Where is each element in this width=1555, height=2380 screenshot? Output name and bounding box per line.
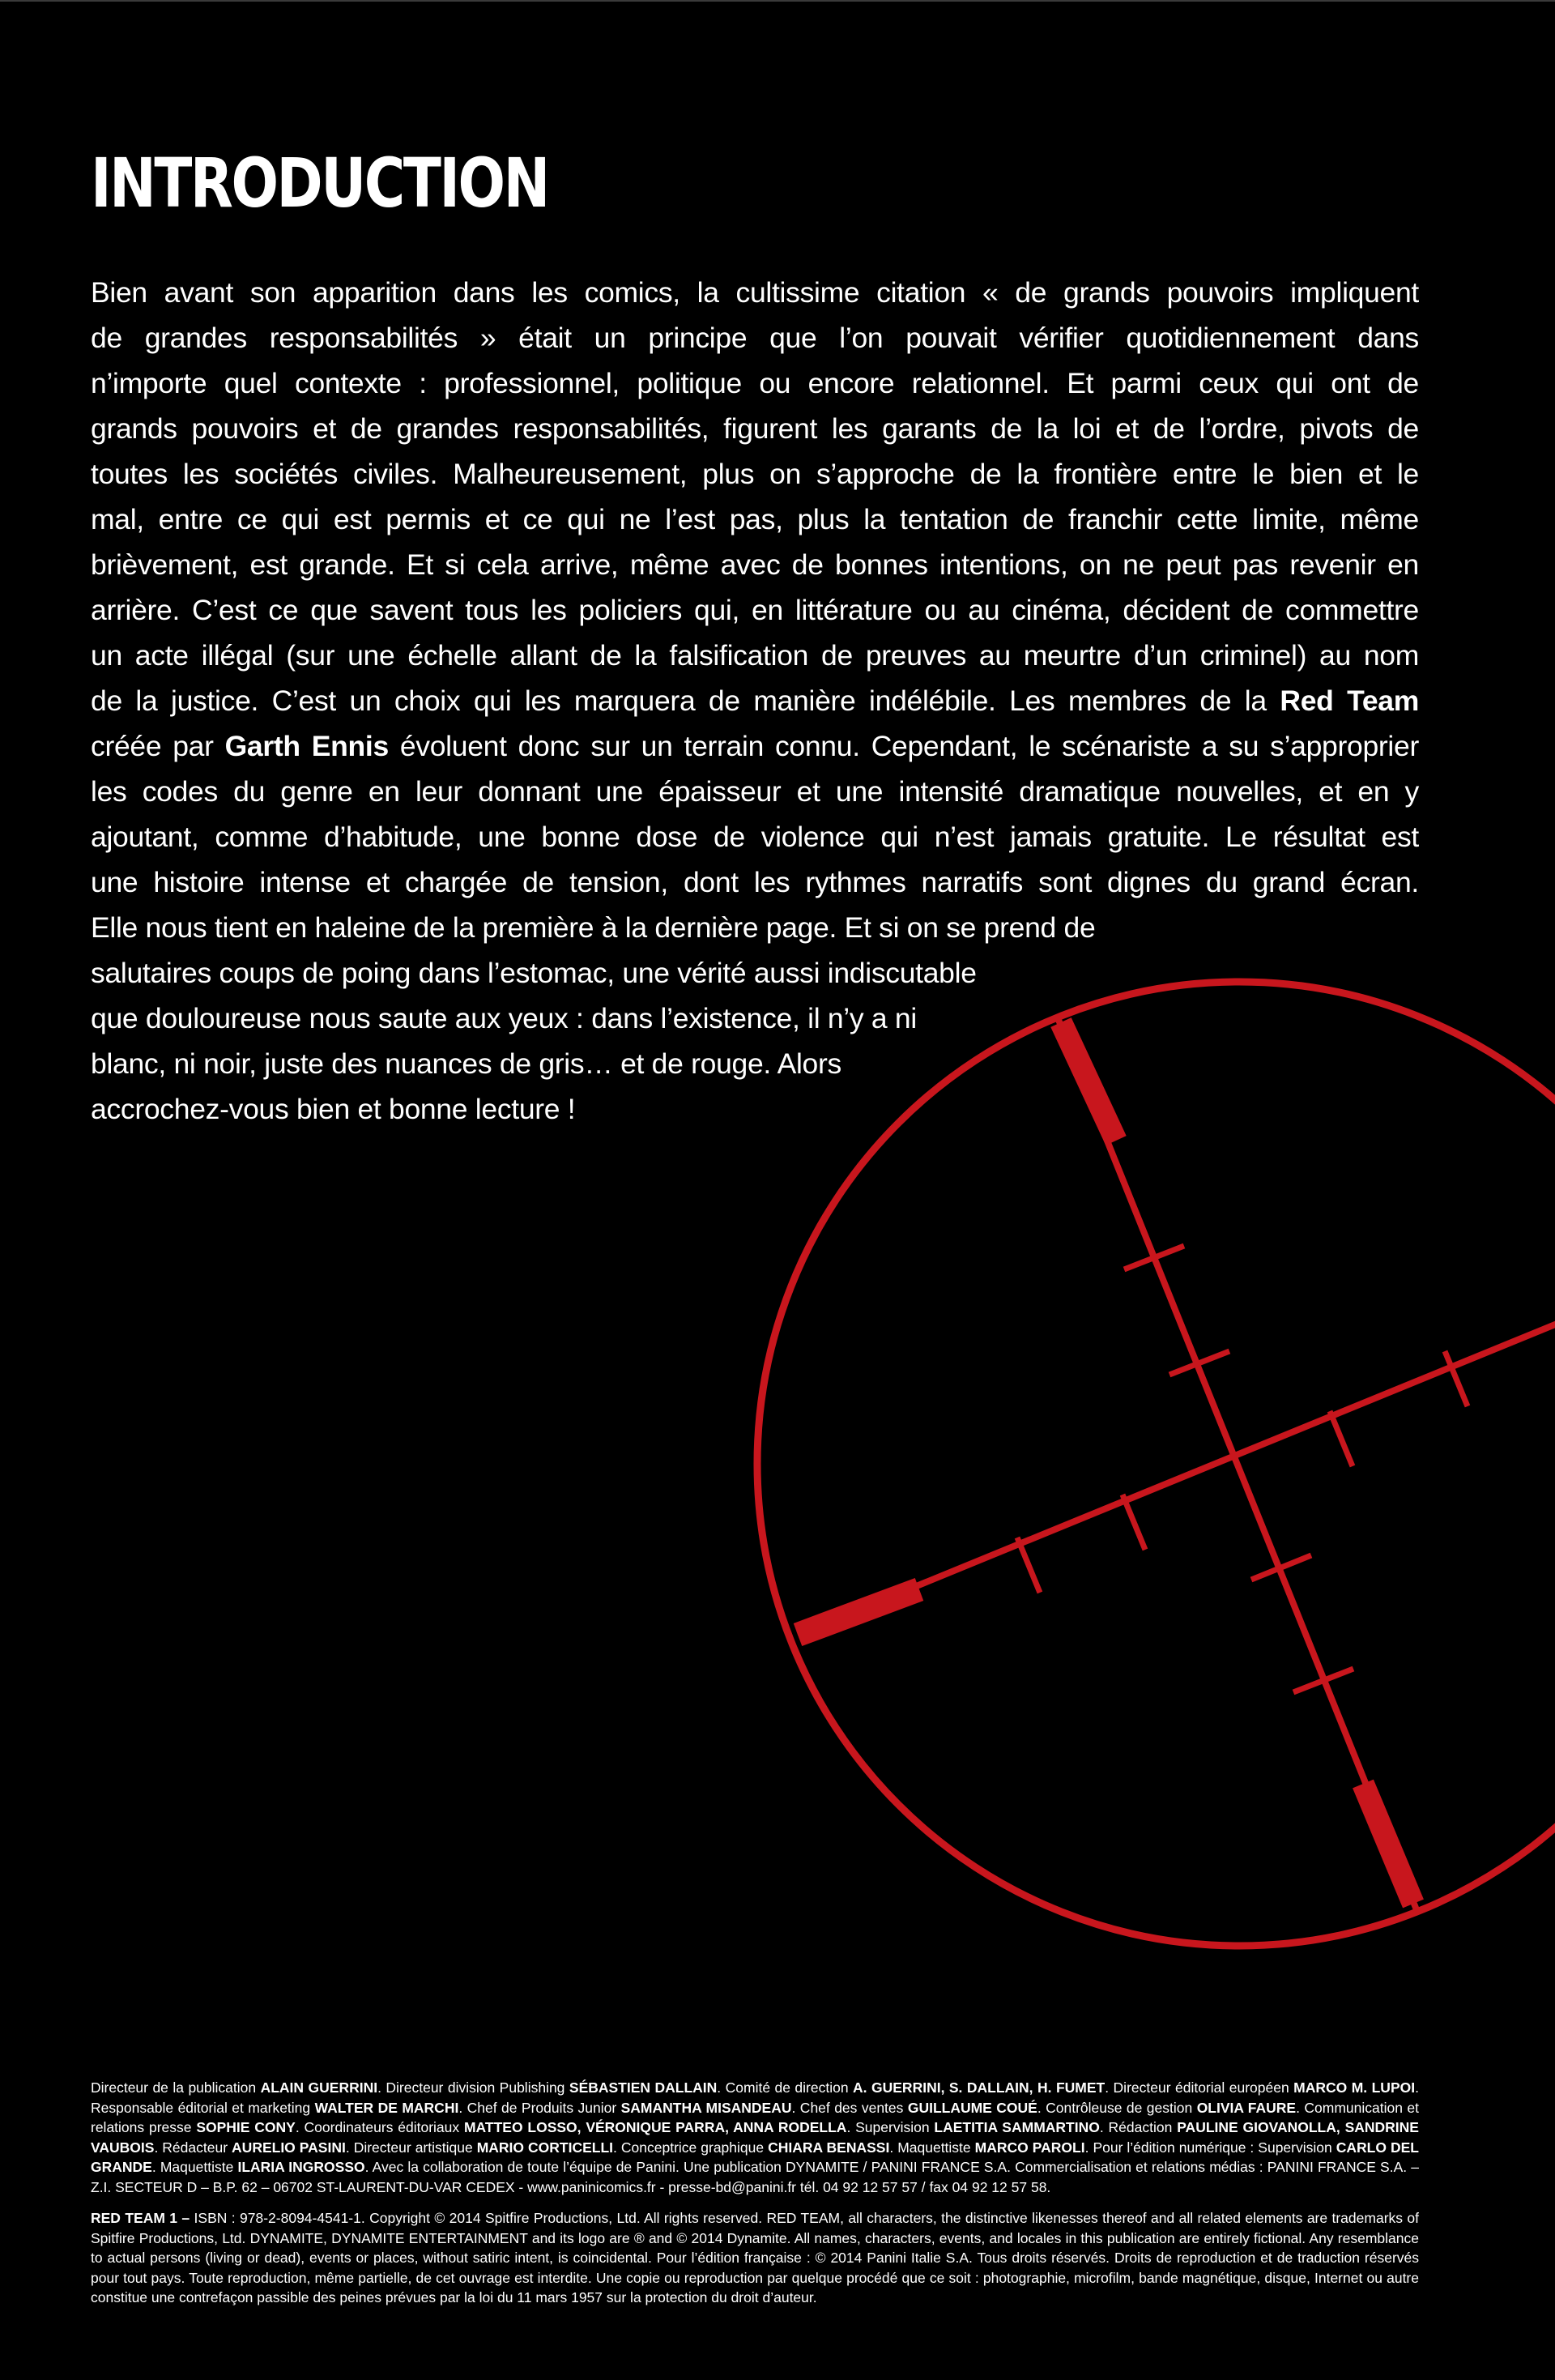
intro-line: grands pouvoirs et de grandes responsabilités, figurent les garants de la loi et de l’ordre, pivots de [91,412,1419,445]
credit-text: . Communication et relations presse [91,2099,1419,2135]
credit-text: . Pour l’édition numérique : Supervision [1084,2139,1332,2156]
credit-name: WALTER DE MARCHI [314,2099,459,2116]
credit-name: ILARIA INGROSSO [237,2159,365,2175]
intro-line: que douloureuse nous saute aux yeux : dans l’existence, il n’y a ni [91,1002,917,1034]
intro-line-text: évoluent donc sur un terrain connu. Cependant, le scénariste a su s’approprier [399,730,1419,762]
credit-text: . Comité de direction [717,2079,849,2096]
credit-name: PAULINE GIOVANOLLA, SANDRINE VAUBOIS [91,2119,1419,2156]
credit-name: MARIO CORTICELLI [476,2139,614,2156]
credit-name: A. GUERRINI, S. DALLAIN, H. FUMET [853,2079,1106,2096]
crosshair-post-top [1061,1022,1116,1141]
crosshair-post-bottom [1363,1784,1413,1904]
crosshair-scope-icon [753,976,1555,1956]
credits-paragraph [91,2078,1419,2197]
crosshair-tick [1123,1495,1145,1550]
intro-line: une histoire intense et chargée de tension, dont les rythmes narratifs sont dignes du grand écran. [91,866,1419,898]
intro-line [91,723,1419,769]
legal-title: RED TEAM 1 – [91,2210,190,2226]
team-name: Red Team [1280,685,1419,717]
intro-line: Elle nous tient en haleine de la première à la dernière page. Et si on se prend de [91,911,1096,944]
page-title: INTRODUCTION [91,143,548,223]
credit-text: . Coordinateurs éditoriaux [295,2119,460,2135]
credit-name: AURELIO PASINI [232,2139,346,2156]
intro-line: toutes les sociétés civiles. Malheureusement, plus on s’approche de la frontière entre le bien et le [91,458,1419,490]
credit-name: OLIVIA FAURE [1196,2099,1297,2116]
intro-line: mal, entre ce qui est permis et ce qui ne l’est pas, plus la tentation de franchir cette limite, même [91,503,1419,535]
credit-text: . Conceptrice graphique [613,2139,765,2156]
intro-line: arrière. C’est ce que savent tous les policiers qui, en littérature ou au cinéma, décident de commettre [91,594,1419,626]
top-border-line [0,0,1555,2]
credit-name: CARLO DEL GRANDE [91,2139,1419,2175]
credit-name: GUILLAUME COUÉ [907,2099,1037,2116]
credit-text: . Directeur artistique [345,2139,473,2156]
credit-text: . Rédacteur [154,2139,228,2156]
credit-text: . Directeur division Publishing [377,2079,565,2096]
intro-line: salutaires coups de poing dans l’estomac, une vérité aussi indiscutable [91,957,977,989]
intro-line: brièvement, est grande. Et si cela arrive, même avec de bonnes intentions, on ne peut pas revenir en [91,548,1419,581]
credit-name: MARCO M. LUPOI [1293,2079,1416,2096]
crosshair-vertical-line [1057,1016,1417,1912]
credit-text: . Rédaction [1099,2119,1173,2135]
credit-text: . Directeur éditorial européen [1105,2079,1289,2096]
credit-text: . Contrôleuse de gestion [1037,2099,1193,2116]
credit-name: LAETITIA SAMMARTINO [934,2119,1100,2135]
intro-line: ajoutant, comme d’habitude, une bonne dose de violence qui n’est jamais gratuite. Le résultat est [91,821,1419,853]
credit-name: MARCO PAROLI [974,2139,1085,2156]
credit-name: CHIARA BENASSI [768,2139,890,2156]
credits-block [91,2078,1419,2308]
crosshair-tick [1017,1538,1040,1593]
intro-line [91,678,1419,723]
intro-line: n’importe quel contexte : professionnel, politique ou encore relationnel. Et parmi ceux qui ont de [91,367,1419,399]
intro-line: de grandes responsabilités » était un principe que l’on pouvait vérifier quotidiennement dans [91,322,1419,354]
author-name: Garth Ennis [224,730,389,762]
scope-ring [757,982,1555,1946]
intro-line: blanc, ni noir, juste des nuances de gris… et de rouge. Alors [91,1047,841,1080]
intro-line: accrochez-vous bien et bonne lecture ! [91,1093,576,1125]
intro-line-text: de la justice. C’est un choix qui les marquera de manière indélébile. Les membres de la [91,685,1267,717]
credit-name: ALAIN GUERRINI [260,2079,378,2096]
intro-line: Bien avant son apparition dans les comics, la cultissime citation « de grands pouvoirs impliquent [91,276,1419,309]
legal-paragraph [91,2208,1419,2308]
intro-line: les codes du genre en leur donnant une épaisseur et une intensité dramatique nouvelles, et en y [91,775,1419,808]
intro-line: un acte illégal (sur une échelle allant de la falsification de preuves au meurtre d’un criminel) au nom [91,639,1419,672]
credit-text: . Maquettiste [151,2159,234,2175]
credit-text: . Avec la collaboration de toute l’équipe de Panini. Une publication DYNAMITE / PANINI FRANCE S.A. Commercialisation et relations médias : PANINI FRANCE S.A. – Z.I. SECTEUR D – B.P. 62 – 06702 ST-LAURENT-DU-VAR CEDEX - www.paninicomics.fr - presse-bd@panini.fr tél. 04 92 12 57 57 / fax 04 92 12 57 58. [91,2159,1419,2195]
credit-name: SÉBASTIEN DALLAIN [569,2079,718,2096]
credit-name: SAMANTHA MISANDEAU [620,2099,792,2116]
crosshair-tick [1330,1411,1353,1466]
credit-text: . Supervision [846,2119,930,2135]
intro-line-text: créée par [91,730,214,762]
crosshair-post-left [798,1589,919,1635]
legal-text: ISBN : 978-2-8094-4541-1. Copyright © 2014 Spitfire Productions, Ltd. All rights reserved. RED TEAM, all characters, the distinctive likenesses thereof and all related elements are trademarks of Spitfire Productions, Ltd. DYNAMITE, DYNAMITE ENTERTAINMENT and its logo are ® and © 2014 Dynamite. All names, characters, events, and locales in this publication are entirely fictional. Any resemblance to actual persons (living or dead), events or places, without satiric intent, is coincidental. Pour l’édition française : © 2014 Panini Italie S.A. Tous droits réservés. Droits de reproduction et de traduction réservés pour tout pays. Toute reproduction, même partielle, de cet ouvrage est interdite. Une copie ou reproduction par quelque procédé que ce soit : photographie, microfilm, bande magnétique, disque, Internet ou autre constitue une contrefaçon passible des peines prévues par la loi du 11 mars 1957 sur la protection du droit d’auteur. [91,2210,1419,2305]
credit-name: MATTEO LOSSO, VÉRONIQUE PARRA, ANNA RODELLA [463,2119,847,2135]
credit-text: . Responsable éditorial et marketing [91,2079,1419,2116]
credit-text: . Maquettiste [889,2139,971,2156]
credit-text: . Chef des ventes [791,2099,904,2116]
credit-name: SOPHIE CONY [196,2119,296,2135]
credit-text: Directeur de la publication [91,2079,257,2096]
credit-text: . Chef de Produits Junior [458,2099,617,2116]
